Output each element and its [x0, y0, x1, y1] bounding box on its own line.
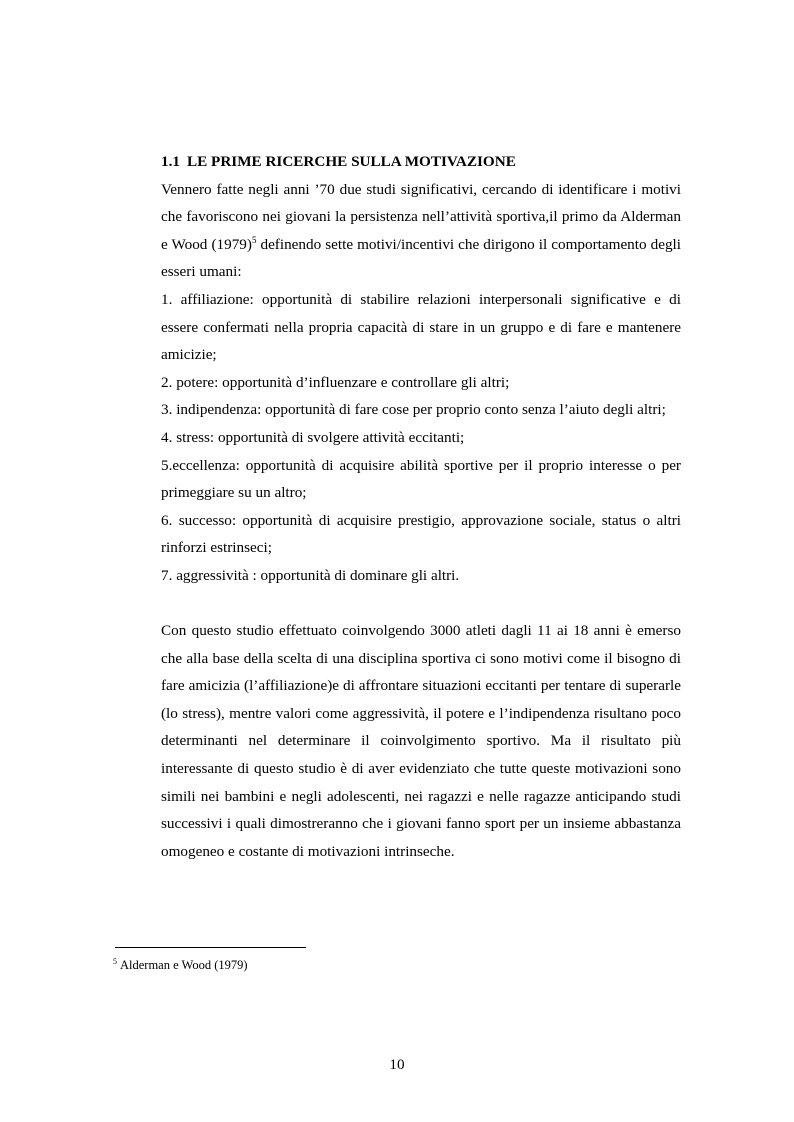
footnote-reference[interactable]: 5: [251, 234, 257, 245]
intro-paragraph: [161, 176, 681, 286]
section-title: LE PRIME RICERCHE SULLA MOTIVAZIONE: [186, 153, 516, 170]
motive-item: 1. affiliazione: opportunità di stabilire relazioni interpersonali significative e di essere confermati nella propria capacità di stare in un gruppo e di fare e mantenere amicizie;: [161, 290, 681, 364]
footnote-divider: [115, 947, 306, 948]
motive-item: 2. potere: opportunità d’influenzare e controllare gli altri;: [161, 373, 510, 391]
motive-item: 5.eccellenza: opportunità di acquisire abilità sportive per il proprio interesse o per primeggiare su un altro;: [161, 456, 681, 502]
motive-item: 4. stress: opportunità di svolgere attività eccitanti;: [161, 428, 465, 446]
motive-item: 6. successo: opportunità di acquisire prestigio, approvazione sociale, status o altri rinforzi estrinseci;: [161, 511, 681, 557]
section-number: 1.1: [161, 153, 180, 170]
footnote-number: 5: [113, 957, 117, 966]
page-number: 10: [389, 1056, 405, 1073]
footnote-text: Alderman e Wood (1979): [120, 958, 248, 972]
paragraph-gap: [161, 590, 681, 618]
section-heading: [161, 148, 681, 176]
motive-item: 3. indipendenza: opportunità di fare cose per proprio conto senza l’aiuto degli altri;: [161, 401, 666, 419]
body-text: [161, 148, 681, 865]
conclusion-paragraph: Con questo studio effettuato coinvolgendo 3000 atleti dagli 11 ai 18 anni è emerso che alla base della scelta di una disciplina sportiva ci sono motivi come il bisogno di fare amicizia (l’affiliazione)e di affrontare situazioni eccitanti per tentare di superarle (lo stress), mentre valori come aggressività, il potere e l’indipendenza risultano poco determinanti nel determinare il coinvolgimento sportivo. Ma il risultato più interessante di questo studio è di aver evidenziato che tutte queste motivazioni sono simili nei bambini e negli adolescenti, nei ragazzi e nelle ragazze anticipando studi successivi i quali dimostreranno che i giovani fanno sport per un insieme abbastanza omogeneo e costante di motivazioni intrinseche.: [161, 622, 681, 860]
motive-item: 7. aggressività : opportunità di dominare gli altri.: [161, 566, 460, 584]
footnote: [113, 957, 248, 973]
intro-text: Vennero fatte negli anni ’70 due studi significativi, cercando di identificare i motivi che favoriscono nei giovani la persistenza nell’attività sportiva,il primo da Alderman e Wood (1979): [161, 180, 681, 253]
intro-text-continued: definendo sette motivi/incentivi che dirigono il comportamento degli esseri umani:: [161, 235, 681, 281]
